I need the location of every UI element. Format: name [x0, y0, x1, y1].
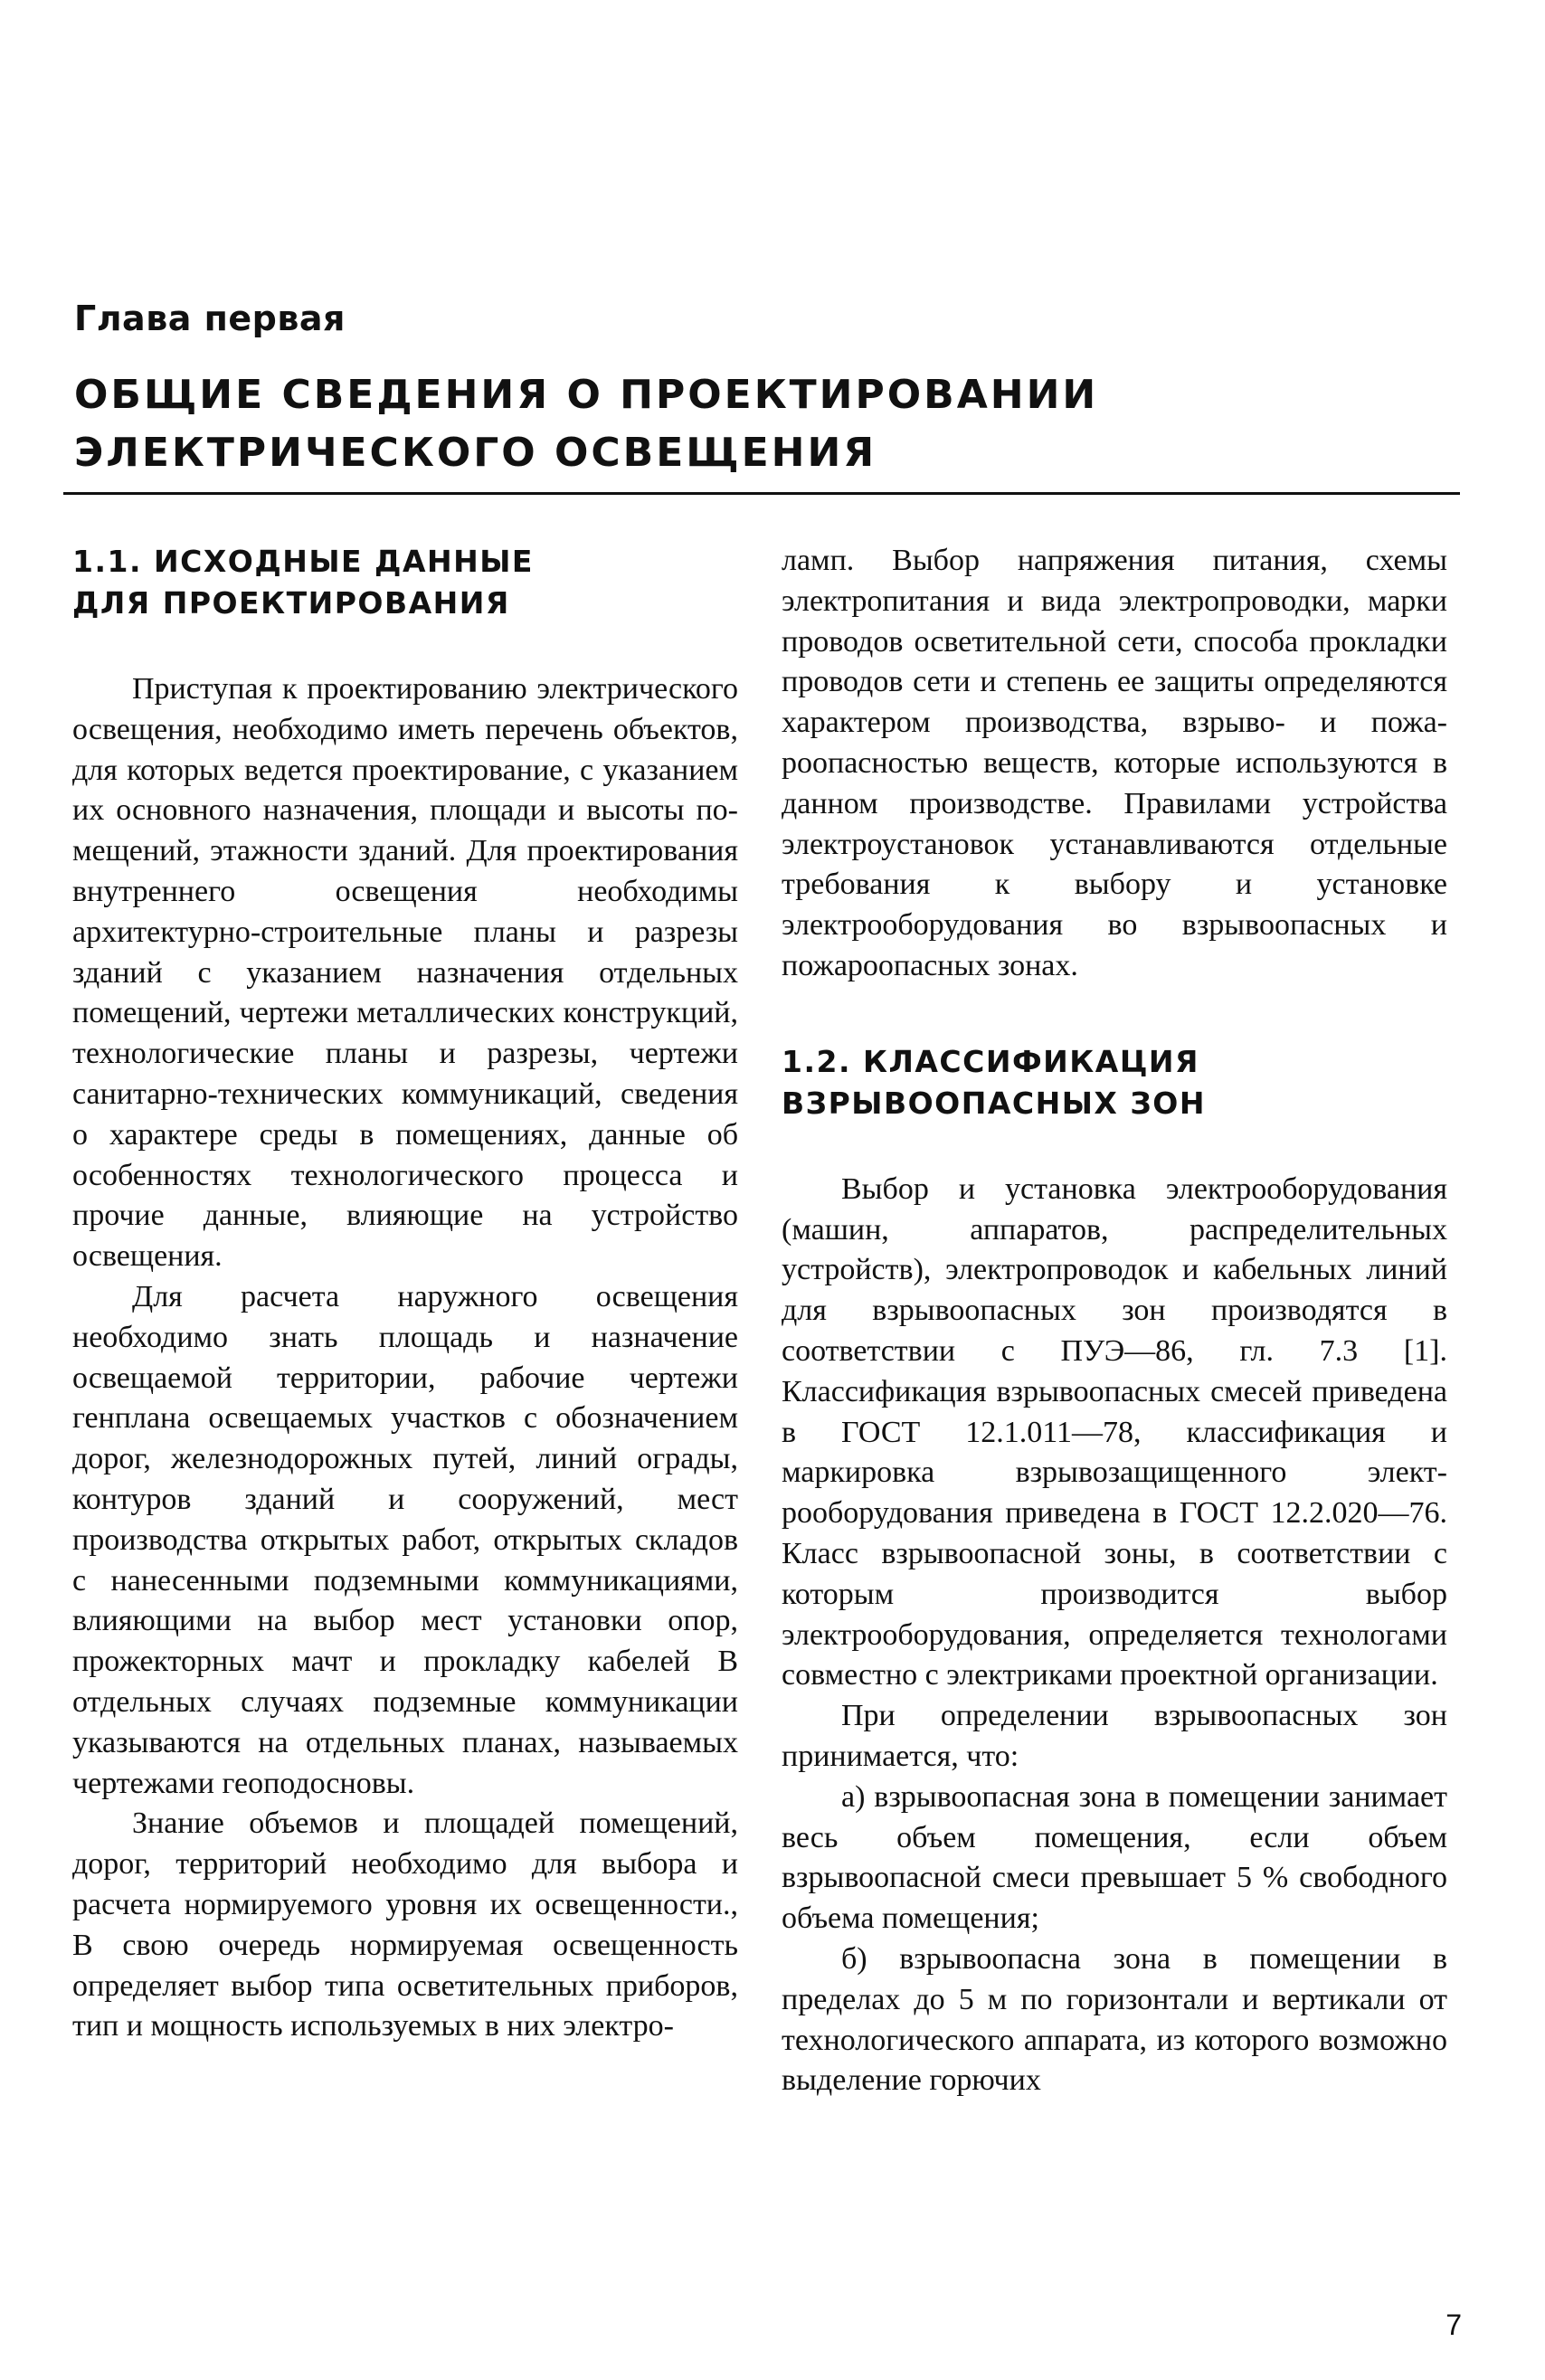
section-heading-1-2	[782, 1041, 1447, 1124]
paragraph: Выбор и установка электрооборудования (машин, аппаратов, распределительных устройств), электропроводок и кабельных линий для взрывоопасных зон производятся в соответствии с ПУЭ—86, гл. 7.3 [1]. Классификация взрывоопасных смесей приведена в ГОСТ 12.1.011—78, классификация и маркировка взрывозащищенного электрооборудования приведена в ГОСТ 12.2.020—76. Класс взрывоопасной зоны, в соответствии с которым производится выбор электрооборудования, определяется технологами совместно с электриками проектной организации.	[782, 1171, 1447, 1693]
section-heading-1-1-line-2: ДЛЯ ПРОЕКТИРОВАНИЯ	[72, 585, 510, 621]
section-heading-1-1	[72, 541, 738, 624]
paragraph: Знание объемов и площадей помещений, дорог, территорий необходимо для выбора и расчета нормируемого уровня их освещенности., В свою очередь нормируемая освещенность определяет выбор типа осветительных приборов, тип и мощность используемых в них электро-	[72, 1806, 738, 2043]
section-heading-1-2-line-2: ВЗРЫВООПАСНЫХ ЗОН	[782, 1085, 1206, 1121]
paragraph: Для расчета наружного освещения необходимо знать площадь и назначение освещаемой территории, рабочие чертежи генплана освещаемых участков с обозначением дорог, железнодорожных путей, линий ограды, контуров зданий и сооружений, мест производства открытых работ, открытых складов с нанесенными подземными коммуникациями, влияющими на выбор мест установки опор, прожекторных мачт и прокладку кабелей В отдельных случаях подземные коммуникации указываются на отдельных планах, называемых чертежами геоподосновы.	[72, 1279, 738, 1800]
list-item-a: а) взрывоопасная зона в помещении занимает весь объем помещения, если объем взрывоопасной смеси превышает 5 % свободного объема помещения;	[782, 1779, 1447, 1936]
left-column	[72, 541, 738, 2047]
horizontal-rule	[63, 492, 1460, 495]
chapter-title-line-2: ЭЛЕКТРИЧЕСКОГО ОСВЕЩЕНИЯ	[74, 430, 877, 476]
chapter-title	[74, 366, 1431, 482]
chapter-title-line-1: ОБЩИЕ СВЕДЕНИЯ О ПРОЕКТИРОВАНИИ	[74, 372, 1099, 418]
chapter-label: Глава первая	[74, 299, 346, 338]
paragraph: При определении взрывоопасных зон принимается, что:	[782, 1699, 1447, 1773]
paragraph-continuation: ламп. Выбор напряжения питания, схемы электропитания и вида электропроводки, марки проводов осветительной сети, способа прокладки проводов сети и степень ее защиты определяются характером производства, взрыво- и пожароопасностью веществ, которые используются в данном производстве. Правилами устройства электроустановок устанавливаются отдельные требования к выбору и установке электрооборудования во взрывоопасных и пожароопасных зонах.	[782, 544, 1447, 982]
paragraph: Приступая к проектированию электрического освещения, необходимо иметь перечень объектов, для которых ведется проектирование, с указанием их основного назначения, площади и высоты помещений, этажности зданий. Для проектирования внутреннего освещения необходимы архитектурно-строительные планы и разрезы зданий с указанием назначения отдельных помещений, чертежи металлических конструкций, технологические планы и разрезы, чертежи санитарно-технических коммуникаций, сведения о характере среды в помещениях, данные об особенностях технологического процесса и прочие данные, влияющие на устройство освещения.	[72, 672, 738, 1274]
section-heading-1-2-line-1: 1.2. КЛАССИФИКАЦИЯ	[782, 1043, 1199, 1079]
page-number: 7	[1445, 2309, 1462, 2341]
section-heading-1-1-line-1: 1.1. ИСХОДНЫЕ ДАННЫЕ	[72, 544, 534, 579]
list-item-b: б) взрывоопасна зона в помещении в пределах до 5 м по горизонтали и вертикали от технологического аппарата, из которого возможно выделение горючих	[782, 1941, 1447, 2098]
right-column	[782, 541, 1447, 2101]
